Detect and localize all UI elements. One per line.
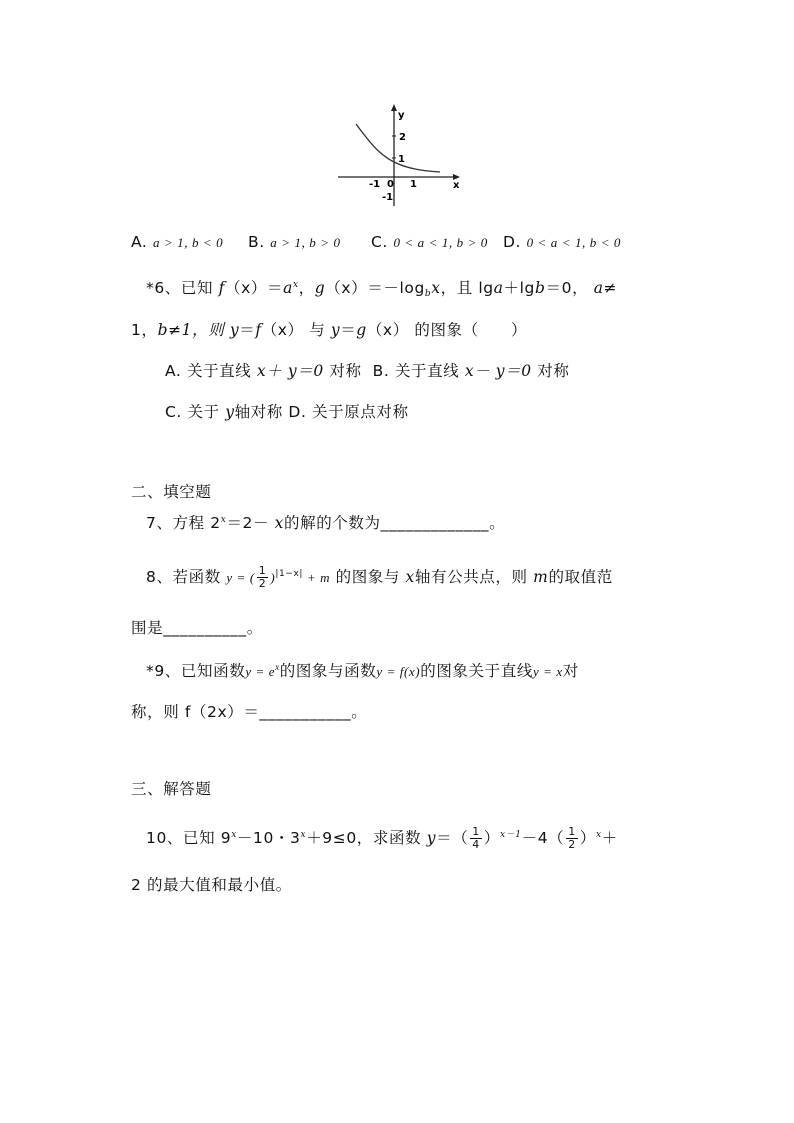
q10-line-1: 10、已知 $9^x-10$・$3^x+9\le 0$，求函数 y＝（ $\frac{1}{4}$ ）$^{x-1}$－4（ $\frac{1}{2}$ ）$^x$＋ — [146, 825, 618, 851]
function-graph — [336, 104, 464, 210]
y-axis-arrow — [391, 104, 397, 111]
tick-label-neg1-y: -1 — [382, 192, 394, 203]
q5-option-b: B. a > 1, b > 0 — [248, 233, 341, 251]
origin-label: 0 — [387, 179, 394, 190]
q6-options-ab: A. 关于直线 x＋ y＝0 对称 B. 关于直线 x－ y＝0 对称 — [165, 362, 570, 380]
y-label: y — [398, 110, 405, 121]
x-label: x — [453, 180, 460, 191]
q5-option-a: A. a > 1, b < 0 — [131, 233, 224, 251]
q9-line-2: 称，则 f（2x）＝___________。 — [131, 703, 368, 721]
q10-fraction-1: $\frac{1}{4}$ — [472, 825, 480, 851]
q5-option-c: C. 0 < a < 1, b > 0 — [371, 233, 488, 251]
section-3-heading: 三、解答题 — [131, 780, 212, 798]
q10-line-2: 2 的最大值和最小值。 — [131, 876, 292, 894]
q5-option-d: D. 0 < a < 1, b < 0 — [503, 233, 622, 251]
section-2-heading: 二、填空题 — [131, 483, 212, 501]
tick-label-1: 1 — [398, 154, 405, 165]
q9-line-1: *9、已知函数$y = e^x$的图象与函数y = f(x)的图象关于直线y = x对 — [146, 662, 579, 680]
q10-fraction-2: $\frac{1}{2}$ — [568, 825, 576, 851]
q6-line-2: 1，b≠1，则 y＝f（x） 与 y＝g（x） 的图象（ ） — [131, 321, 528, 339]
q8-line-1: 8、若函数 y = ( $\frac{1}{2}$ )$^{|1-x|}$ + m 的图象与 x轴有公共点，则 m的取值范 — [146, 564, 613, 590]
tick-label-2: 2 — [399, 132, 406, 143]
q8-fraction: $\frac{1}{2}$ — [258, 564, 267, 590]
q8-line-2: 围是__________。 — [131, 619, 263, 637]
q7: 7、方程 $2^x=2- x$的解的个数为_____________。 — [146, 514, 506, 532]
q6-line-1: *6、已知 $f(x)=a^x$，$g(x)=-\log_bx$，且 lga＋lgb＝0， a≠ — [146, 279, 618, 299]
tick-label-1-x: 1 — [410, 179, 417, 190]
tick-label-neg1-x: -1 — [369, 179, 381, 190]
q6-options-cd: C. 关于 y轴对称 D. 关于原点对称 — [165, 403, 409, 421]
